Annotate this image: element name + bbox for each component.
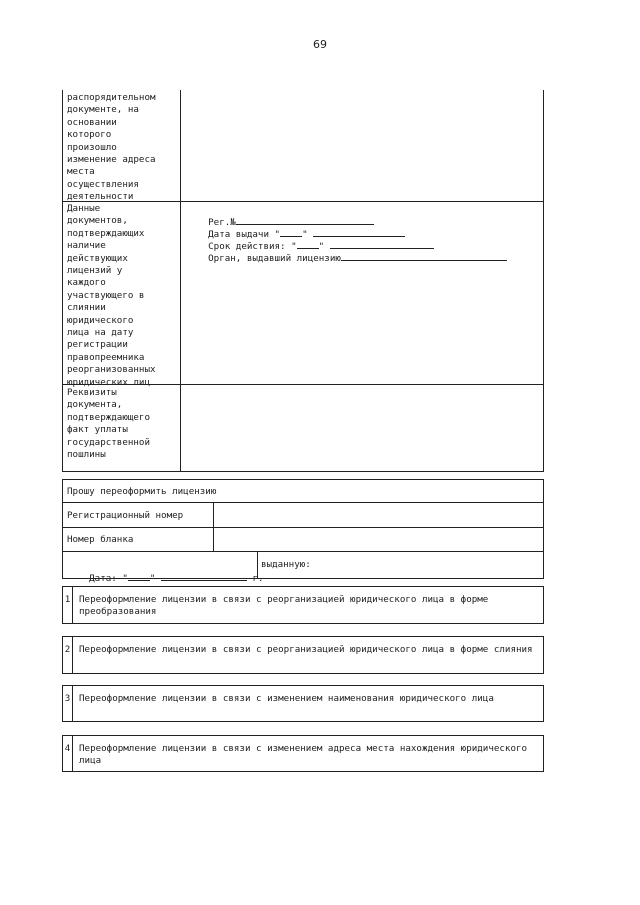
request-month-blank (161, 571, 247, 581)
authority-field[interactable] (186, 239, 507, 278)
request-date-close-quote: " (149, 573, 156, 585)
option-reorganization-merger[interactable] (62, 636, 544, 674)
row-label-state-fee-document: Реквизиты документа, подтверждающего факт уплаты государственной пошлины (67, 387, 150, 461)
option-reorganization-transformation[interactable] (62, 586, 544, 624)
table1-column-divider (180, 90, 181, 472)
option-address-change[interactable] (62, 735, 544, 772)
validity-label: Срок действия: " (208, 241, 297, 253)
blank-number-row-label: Номер бланка (67, 534, 134, 545)
table1-left-border (62, 90, 63, 472)
table1-right-border (543, 90, 544, 472)
request-day-blank (128, 571, 150, 581)
issue-date-label: Дата выдачи " (208, 229, 281, 241)
issued-label: выданную: (261, 559, 311, 570)
reg-number-row-label: Регистрационный номер (67, 510, 184, 521)
request-year-suffix: г. (252, 573, 264, 585)
issue-date-close-quote: " (302, 229, 308, 241)
reg-number-input[interactable] (214, 503, 542, 527)
authority-label: Орган, выдавший лицензию (208, 253, 341, 265)
authority-blank (341, 251, 507, 261)
option-label: Переоформление лицензии в связи с изменением адреса места нахождения юридического лица (79, 743, 528, 767)
table2-row-divider-3 (63, 551, 543, 552)
option-number: 2 (63, 637, 73, 673)
row-label-merger-licenses: Данные документов, подтверждающих наличие действующих лицензий у каждого участвующего в слиянии юридического лица на дату регистрации правопреемника реорганизованных юридических лиц (67, 203, 156, 388)
option-label: Переоформление лицензии в связи с реорганизацией юридического лица в форме преобразования (79, 594, 489, 618)
option-label: Переоформление лицензии в связи с изменением наименования юридического лица (79, 693, 494, 704)
reissue-request-header: Прошу переоформить лицензию (67, 486, 217, 497)
request-date-label: Дата: " (89, 573, 128, 585)
reissue-request-table (62, 479, 544, 585)
page-number: 69 (313, 38, 327, 51)
row-label-address-change-document: распорядительном документе, на основании которого произошло изменение адреса места осуществления деятельности (67, 92, 156, 203)
option-number: 4 (63, 736, 73, 771)
option-label: Переоформление лицензии в связи с реорганизацией юридического лица в форме слияния (79, 644, 533, 655)
reg-number-label: Рег.№ (208, 217, 236, 229)
validity-close-quote: " (318, 241, 325, 253)
option-number: 3 (63, 686, 73, 721)
option-name-change[interactable] (62, 685, 544, 722)
blank-number-input[interactable] (214, 528, 542, 551)
option-number: 1 (63, 587, 73, 623)
table1-bottom-border (62, 471, 544, 472)
